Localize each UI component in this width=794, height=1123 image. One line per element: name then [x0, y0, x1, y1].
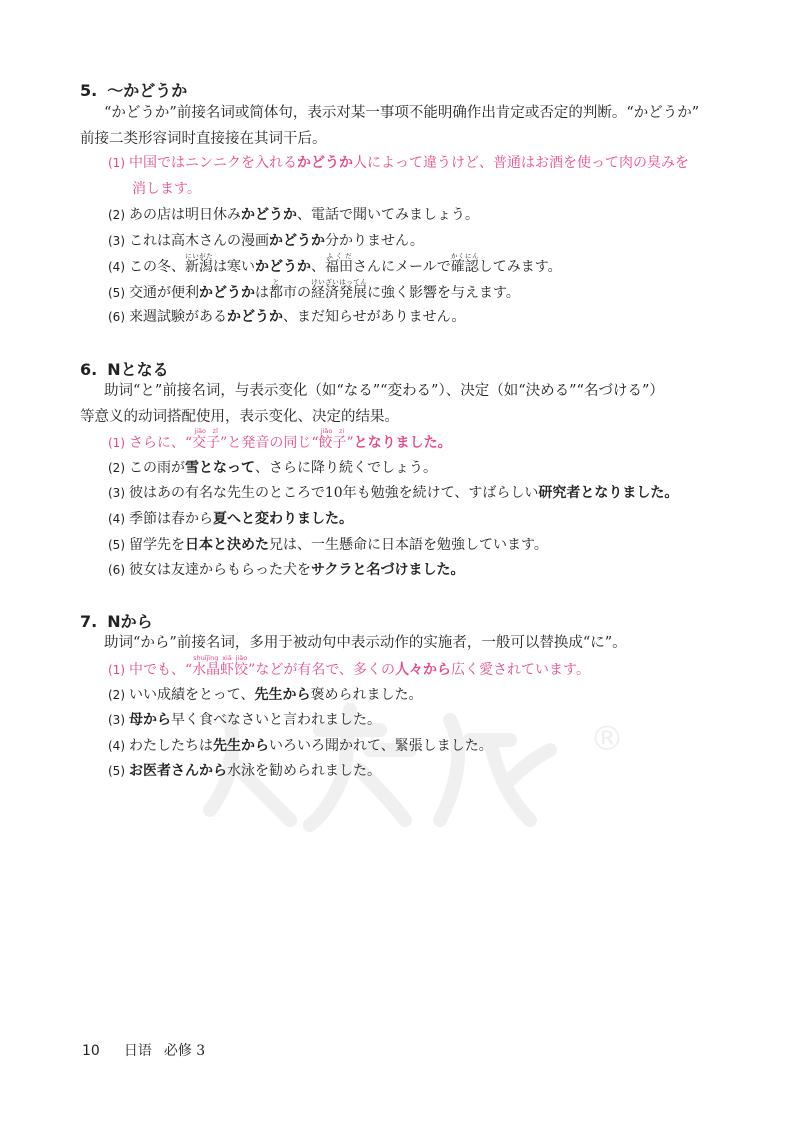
example-7-5: (5) お医者さんから水泳を勧められました。: [108, 763, 381, 779]
example-7-1: (1) 中でも、“水晶虾饺shuǐjīng xiā jiǎo”などが有名で、多くの人々から広く愛されています。: [108, 654, 590, 678]
section-6-description: 助词“と”前接名词，与表示变化（如“なる”“変わる”）、决定（如“決める”“名づける”） 等意义的动词搭配使用，表示变化、决定的结果。: [80, 383, 664, 425]
example-6-2: (2) この雨が雪となって、さらに降り続くでしょう。: [108, 460, 437, 476]
example-6-4: (4) 季節は春から夏へと変わりました。: [108, 511, 353, 527]
page-number: 10: [82, 1043, 100, 1059]
example-6-5: (5) 留学先を日本と決めた兄は、一生懸命に日本語を勉強しています。: [108, 537, 548, 553]
example-7-3: (3) 母から早く食べなさいと言われました。: [108, 712, 381, 728]
section-6-title: 6. Nとなる: [80, 360, 169, 379]
example-7-4: (4) わたしたちは先生からいろいろ聞かれて、緊張しました。: [108, 738, 493, 754]
example-7-2: (2) いい成績をとって、先生から褒められました。: [108, 687, 423, 703]
book-title: 日语: [123, 1043, 152, 1059]
example-5-5: (5) 交通が便利かどうかは都と市の経済発展けいざいはってんに強く影響を与えます。: [108, 278, 520, 301]
example-5-1: (1) 中国ではニンニクを入れるかどうか人によって違うけど、普通はお酒を使って肉の臭みを 消します。: [108, 155, 689, 197]
example-5-2: (2) あの店は明日休みかどうか、電話で聞いてみましょう。: [108, 207, 479, 223]
section-7-title: 7. Nから: [80, 612, 153, 631]
example-5-6: (6) 来週試験があるかどうか、まだ知らせがありません。: [108, 309, 466, 325]
example-6-6: (6) 彼女は友達からもらった犬をサクラと名づけました。: [108, 562, 465, 578]
example-6-3: (3) 彼はあの有名な先生のところで10年も勉強を続けて、すばらしい研究者となりました。: [108, 485, 679, 501]
svg-text:®: ®: [590, 719, 624, 759]
example-5-3: (3) これは高木さんの漫画かどうか分かりません。: [108, 233, 424, 249]
example-5-4: (4) この冬、新潟にいがたは寒いかどうか、福田ふくださんにメールで確認かくにんしてみます。: [108, 252, 562, 275]
section-7-description: 助词“から”前接名词，多用于被动句中表示动作的实施者，一般可以替换成“に”。: [104, 635, 627, 651]
section-5-description: “かどうか”前接名词或简体句，表示对某一事项不能明确作出肯定或否定的判断。“かどうか” 前接二类形容词时直接接在其词干后。: [80, 105, 700, 147]
section-5-title: 5. ～かどうか: [80, 81, 188, 100]
book-volume: 必修 3: [163, 1043, 206, 1059]
example-6-1: (1) さらに、“交子jiāo zǐ”と発音の同じ“餃子jiǎo zi”となりました。: [108, 427, 452, 451]
page-footer: [82, 1040, 205, 1060]
